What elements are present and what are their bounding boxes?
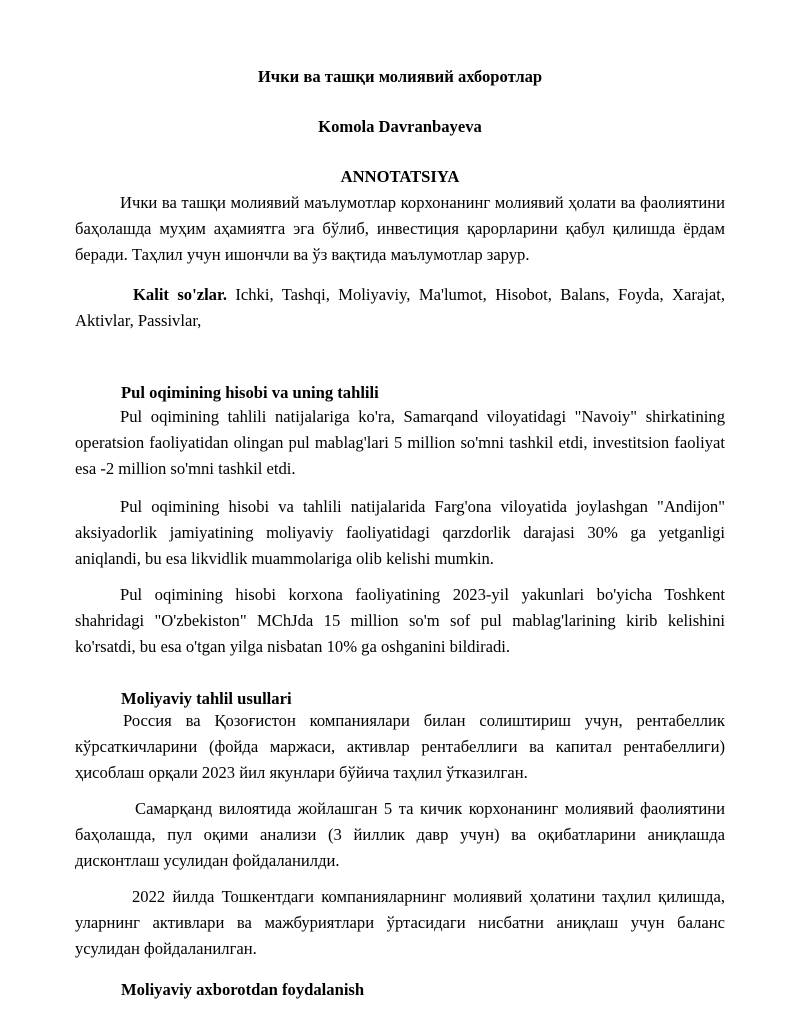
section2-paragraph-3: 2022 йилда Тошкентдаги компанияларнинг молиявий ҳолатини таҳлил қилишда, уларнинг активлари ва мажбуриятлари ўртасидаги нисбатни аниқлаш учун баланс усулидан фойдаланилган. <box>75 887 725 958</box>
keywords-paragraph <box>75 282 725 334</box>
section1-paragraph-1: Pul oqimining tahlili natijalariga ko'ra, Samarqand viloyatidagi "Navoiy" shirkatining operatsion faoliyatidan olingan pul mablag'lari 5 million so'mni tashkil etdi, investitsion faoliyat esa -2 million so'mni tashkil etdi. <box>75 407 725 478</box>
keywords-label: Kalit so'zlar. <box>133 285 227 304</box>
section2-paragraph-2: Самарқанд вилоятида жойлашган 5 та кичик корхонанинг молиявий фаолиятини баҳолашда, пул оқими анализи (3 йиллик давр учун) ва оқибатларини аниқлашда дисконтлаш усулидан фойдаланилди. <box>75 799 725 870</box>
section-heading-cash-flow: Pul oqimining hisobi va uning tahlili <box>121 383 379 402</box>
section-heading-analysis-methods: Moliyaviy tahlil usullari <box>121 689 292 708</box>
section1-paragraph-2: Pul oqimining hisobi va tahlili natijalarida Farg'ona viloyatida joylashgan "Andijon" aksiyadorlik jamiyatining moliyaviy faoliyatidagi qarzdorlik darajasi 30% ga yetganligi aniqlandi, bu esa likvidlik muammolariga olib kelishi mumkin. <box>75 497 725 568</box>
section2-paragraph-1: Россия ва Қозоғистон компаниялари билан солиштириш учун, рентабеллик кўрсаткичларини (фойда маржаси, активлар рентабеллиги ва капитал рентабеллиги) ҳисоблаш орқали 2023 йил якунлари бўйича таҳлил ўтказилган. <box>75 711 725 782</box>
annotation-heading: ANNOTATSIYA <box>340 167 460 186</box>
keywords-text: Ichki, Tashqi, Moliyaviy, Ma'lumot, Hisobot, Balans, Foyda, Xarajat, Aktivlar, Passivlar, <box>75 285 725 330</box>
annotation-text: Ички ва ташқи молиявий маълумотлар корхонанинг молиявий ҳолати ва фаолиятини баҳолашда муҳим аҳамиятга эга бўлиб, инвестиция қарорларини қабул қилишда ёрдам беради. Таҳлил учун ишончли ва ўз вақтида маълумотлар зарур. <box>75 193 725 264</box>
section1-paragraph-3: Pul oqimining hisobi korxona faoliyatining 2023-yil yakunlari bo'yicha Toshkent shahridagi "O'zbekiston" MChJda 15 million so'm sof pul mablag'larining kirib kelishini ko'rsatdi, bu esa o'tgan yilga nisbatan 10% ga oshganini bildiradi. <box>75 585 725 656</box>
section-heading-financial-information-use: Moliyaviy axborotdan foydalanish <box>121 980 365 999</box>
author-name: Komola Davranbayeva <box>318 117 482 136</box>
document-title: Ички ва ташқи молиявий ахборотлар <box>257 67 543 86</box>
